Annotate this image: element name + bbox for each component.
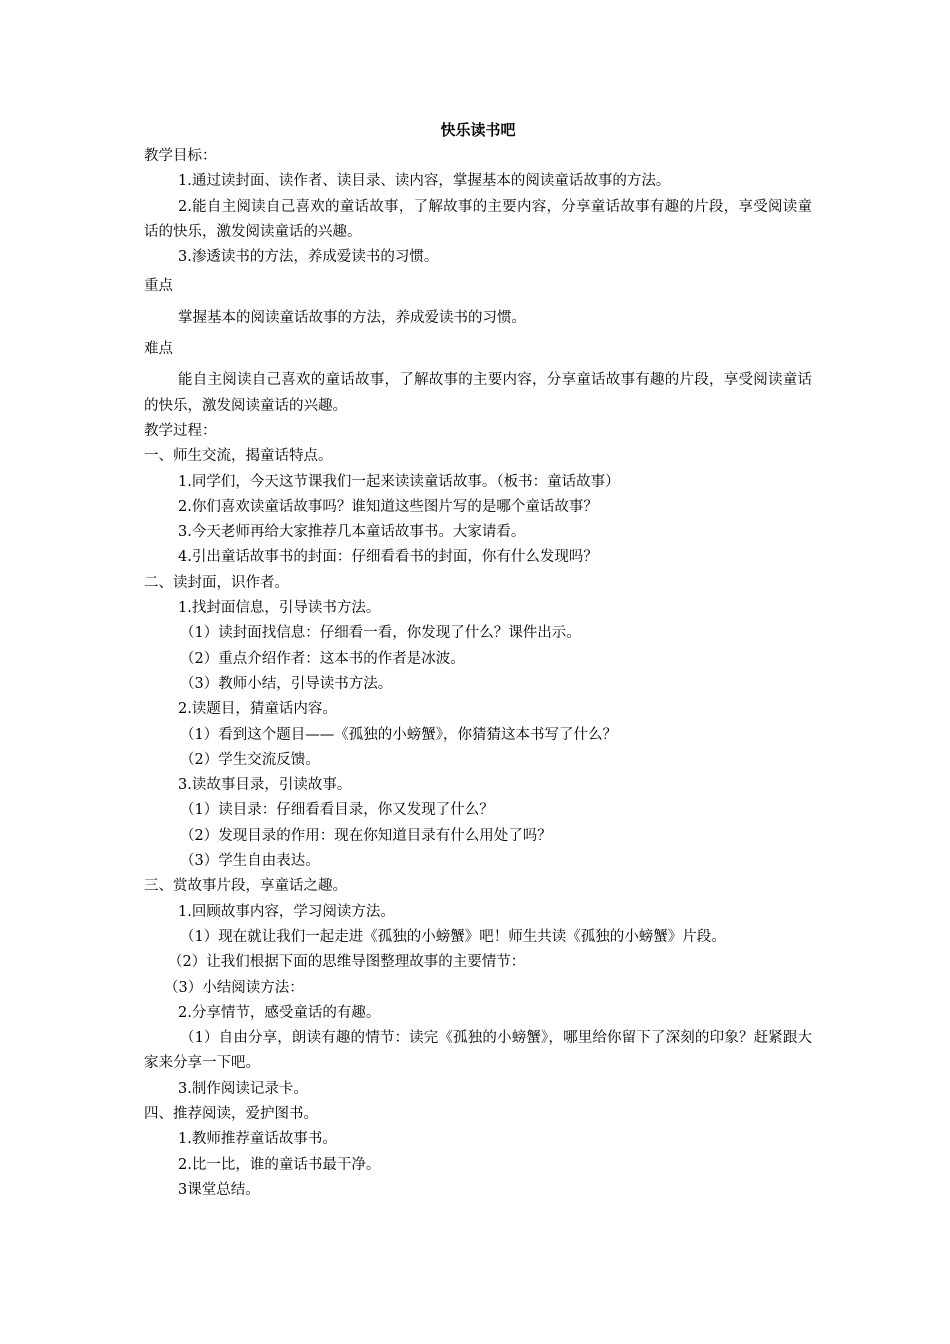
sub-step-item: （1）读目录：仔细看看目录，你又发现了什么？ — [180, 802, 494, 819]
step-item: 1.回顾故事内容，学习阅读方法。 — [178, 903, 395, 920]
section-heading-process: 教学过程： — [144, 422, 217, 439]
step-heading-3: 三、赏故事片段，享童话之趣。 — [144, 878, 347, 895]
objective-item-1: 1.通过读封面、读作者、读目录、读内容，掌握基本的阅读童话故事的方法。 — [178, 173, 671, 190]
objective-item-3: 3.渗透读书的方法，养成爱读书的习惯。 — [178, 249, 439, 266]
document-title: 快乐读书吧 — [440, 121, 516, 139]
step-heading-4: 四、推荐阅读，爱护图书。 — [144, 1105, 318, 1122]
step-item: 3.今天老师再给大家推荐几本童话故事书。大家请看。 — [178, 524, 526, 541]
sub-step-item: （1）自由分享，朗读有趣的情节：读完《孤独的小螃蟹》，哪里给你留下了深刻的印象？赶紧跟大家来分享一下吧。 — [144, 1030, 812, 1072]
section-heading-objectives: 教学目标： — [144, 148, 217, 164]
step-item: 1.教师推荐童话故事书。 — [178, 1131, 337, 1148]
objective-item-2: 2.能自主阅读自己喜欢的童话故事，了解故事的主要内容，分享童话故事有趣的片段，享受阅读童话的快乐，激发阅读童话的兴趣。 — [144, 198, 812, 240]
sub-step-item: （1）现在就让我们一起走进《孤独的小螃蟹》吧！师生共读《孤独的小螃蟹》片段。 — [180, 928, 726, 945]
sub-step-item: （3）学生自由表达。 — [180, 853, 320, 870]
sub-step-item: （2）学生交流反馈。 — [180, 751, 320, 768]
sub-step-item: （1）读封面找信息：仔细看一看，你发现了什么？课件出示。 — [180, 625, 581, 642]
difficulty-text: 能自主阅读自己喜欢的童话故事，了解故事的主要内容，分享童话故事有趣的片段，享受阅读童话的快乐，激发阅读童话的兴趣。 — [144, 372, 812, 414]
step-item: 3课堂总结。 — [178, 1181, 260, 1198]
step-heading-2: 二、读封面，识作者。 — [144, 574, 289, 591]
document-page — [144, 118, 812, 1203]
step-item: 1.同学们，今天这节课我们一起来读读童话故事。（板书：童话故事） — [178, 473, 620, 490]
section-heading-difficulty: 难点 — [144, 341, 173, 358]
sub-step-item: （2）让我们根据下面的思维导图整理故事的主要情节： — [168, 954, 526, 971]
step-item: 2.比一比，谁的童话书最干净。 — [178, 1156, 381, 1173]
step-item: 2.分享情节，感受童话的有趣。 — [178, 1004, 381, 1021]
sub-step-item: （1）看到这个题目——《孤独的小螃蟹》，你猜猜这本书写了什么？ — [180, 726, 617, 743]
sub-step-item: （2）发现目录的作用：现在你知道目录有什么用处了吗？ — [180, 827, 552, 844]
sub-step-item: （2）重点介绍作者：这本书的作者是冰波。 — [180, 650, 465, 667]
step-item: 3.读故事目录，引读故事。 — [178, 777, 352, 794]
key-point-text: 掌握基本的阅读童话故事的方法，养成爱读书的习惯。 — [178, 309, 526, 326]
step-item: 3.制作阅读记录卡。 — [178, 1080, 308, 1097]
sub-step-item: （3）教师小结，引导读书方法。 — [180, 675, 393, 692]
sub-step-item: （3）小结阅读方法： — [164, 979, 304, 996]
step-item: 1.找封面信息，引导读书方法。 — [178, 600, 381, 617]
section-heading-key-point: 重点 — [144, 278, 173, 295]
step-item: 2.你们喜欢读童话故事吗？谁知道这些图片写的是哪个童话故事？ — [178, 498, 598, 515]
step-heading-1: 一、师生交流，揭童话特点。 — [144, 448, 333, 465]
step-item: 4.引出童话故事书的封面：仔细看看书的封面，你有什么发现吗？ — [178, 549, 598, 566]
step-item: 2.读题目，猜童话内容。 — [178, 701, 337, 718]
